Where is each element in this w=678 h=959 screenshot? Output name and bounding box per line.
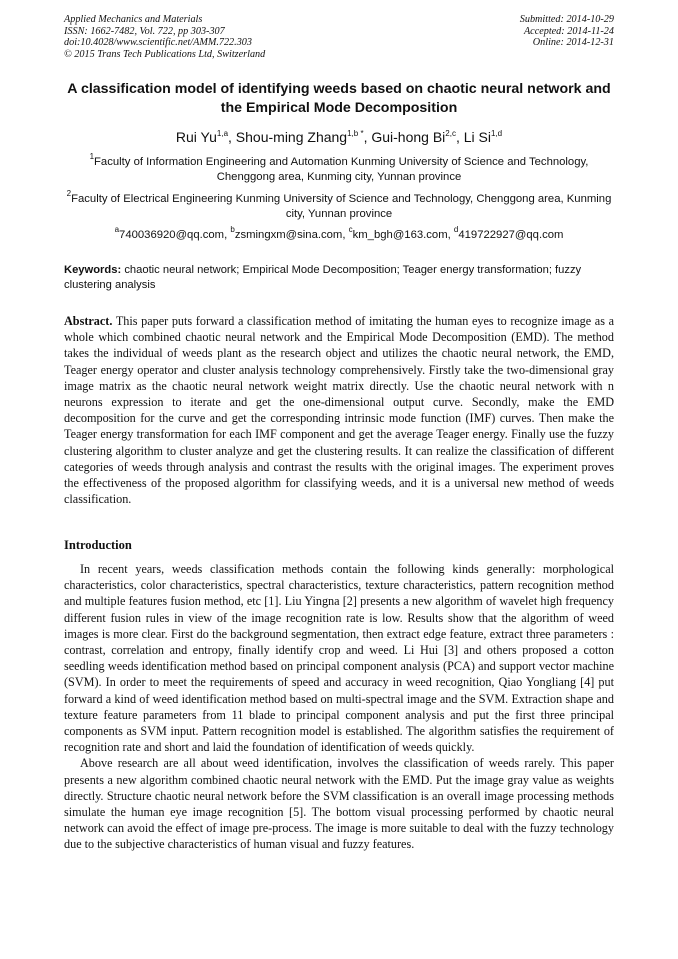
affiliation-2: $^2$Faculty of Electrical Engineering Kunming University of Science and Technology, Chenggong area, Kunming city, Yunnan province: [66, 189, 612, 220]
author-name: Gui-hong Bi: [371, 129, 446, 145]
journal-issn: ISSN: 1662-7482, Vol. 722, pp 303-307: [64, 25, 225, 37]
keywords-text: chaotic neural network; Empirical Mode Decomposition; Teager energy transformation; fuzzy clustering analysis: [64, 264, 582, 291]
affiliation-1: $^1$Faculty of Information Engineering and Automation Kunming University of Science and Technology, Chenggong area, Kunming city, Yunnan province: [89, 152, 589, 183]
online-date: Online: 2014-12-31: [532, 37, 614, 49]
section-heading-introduction: Introduction: [64, 538, 132, 552]
journal-info: [64, 14, 265, 60]
journal-name: Applied Mechanics and Materials: [64, 14, 203, 25]
author-affil-marker: 1,b *: [347, 129, 364, 138]
email-link[interactable]: 740036920@qq.com: [119, 229, 225, 241]
author-affil-marker: 1,d: [490, 129, 503, 138]
author-name: Li Si: [463, 129, 491, 145]
email-link[interactable]: km_bgh@163.com: [352, 229, 448, 241]
author-emails: $^a$740036920@qq.com, $^b$zsmingxm@sina.com, $^c$km_bgh@163.com, $^d$419722927@qq.com: [114, 225, 564, 241]
intro-paragraph-2: Above research are all about weed identification, involves the classification of weeds rarely. This paper presents a new algorithm combined chaotic neural network with the EMD. Put the image gray value as weights directly. Structure chaotic neural network before the SVM classification is an overall image processing methods simulate the human eye image recognition [5]. The bottom visual processing performed by chaotic neural network can avoid the effect of image pre-process. The image is more suitable to deal with the fuzzy technology due to the subjective characteristics of human visual and fuzzy features.: [64, 756, 614, 852]
author-affil-marker: 1,a: [216, 129, 229, 138]
publication-dates: [520, 14, 614, 49]
abstract: [64, 313, 614, 507]
author-name: Rui Yu: [175, 129, 217, 145]
email-link[interactable]: zsmingxm@sina.com: [234, 229, 343, 241]
journal-doi: doi:10.4028/www.scientific.net/AMM.722.303: [64, 37, 252, 49]
submitted-date: Submitted: 2014-10-29: [519, 14, 614, 25]
intro-paragraph-1: In recent years, weeds classification methods contain the following kinds generally: morphological characteristics, color characteristics, spectral characteristics, texture characteristics, pattern recognition method and multiple features fusion method, etc [1]. Liu Yingna [2] presents a new algorithm of wavelet high frequency different fusion rules in view of the image recognition rate is low. Results show that the algorithm of weed images is more clear. First do the background segmentation, then extract edge feature, extract three parameters : contrast, correlation and entropy, finally identify crop and weed. Li Hui [3] and others proposed a cotton seedling weeds identification method based on principal component analysis (PCA) and support vector machine (SVM). In order to meet the requirements of speed and accuracy in weed recognition, Qiao Yongliang [4] put forward a kind of weed identification method based on multi-spectral image and the SVM. Extraction shape and texture feature parameters from 11 blade to principal component analysis and put the first three principal components as SVM input. Pattern recognition model is established. The algorithm satisfies the requirement of recognition rate and short and laid the foundation of identification of weeds quickly.: [64, 562, 614, 755]
abstract-label: Abstract.: [64, 314, 113, 328]
introduction-body: [64, 561, 614, 853]
keywords: [64, 263, 614, 292]
journal-copyright: © 2015 Trans Tech Publications Ltd, Switzerland: [64, 48, 266, 60]
abstract-text: This paper puts forward a classification method of imitating the human eyes to recognize image as a whole which combined chaotic neural network and the Empirical Mode Decomposition (EMD). The method takes the individual of weeds plant as the research object and utilizes the chaotic neural network, the EMD, Teager energy operator and cluster analysis technology comprehensively. Firstly take the two-dimensional gray image matrix as the chaotic neural network weight matrix directly. Use the chaotic neural network with n neurons expression to iterate and get the one-dimensional output curve. Secondly, make the EMD decomposition for the curve and get the corresponding intrinsic mode function (IMF) curves. Then make the Teager energy transformation for each IMF component and get the average Teager energy. Finally use the fuzzy clustering algorithm to cluster analyze and get the clustering results. It can realize the classification of different categories of weeds through analysis and contrast the results with the original images. The experiment proves the effectiveness of the proposed algorithm for classifying weeds, and it is a universal new method of weeds classification.: [64, 314, 614, 507]
keywords-label: Keywords:: [64, 264, 122, 276]
author-list: Rui Yu$^{1,a}$, Shou-ming Zhang$^{1,b *}$, Gui-hong Bi$^{2,c}$, Li Si$^{1,d}$: [175, 129, 503, 145]
author-name: Shou-ming Zhang: [235, 129, 348, 145]
accepted-date: Accepted: 2014-11-24: [523, 25, 614, 37]
author-affil-marker: 2,c: [445, 129, 456, 138]
paper-title: A classification model of identifying weeds based on chaotic neural network and the Empirical Mode Decomposition: [67, 81, 611, 116]
email-link[interactable]: 419722927@qq.com: [458, 229, 564, 241]
